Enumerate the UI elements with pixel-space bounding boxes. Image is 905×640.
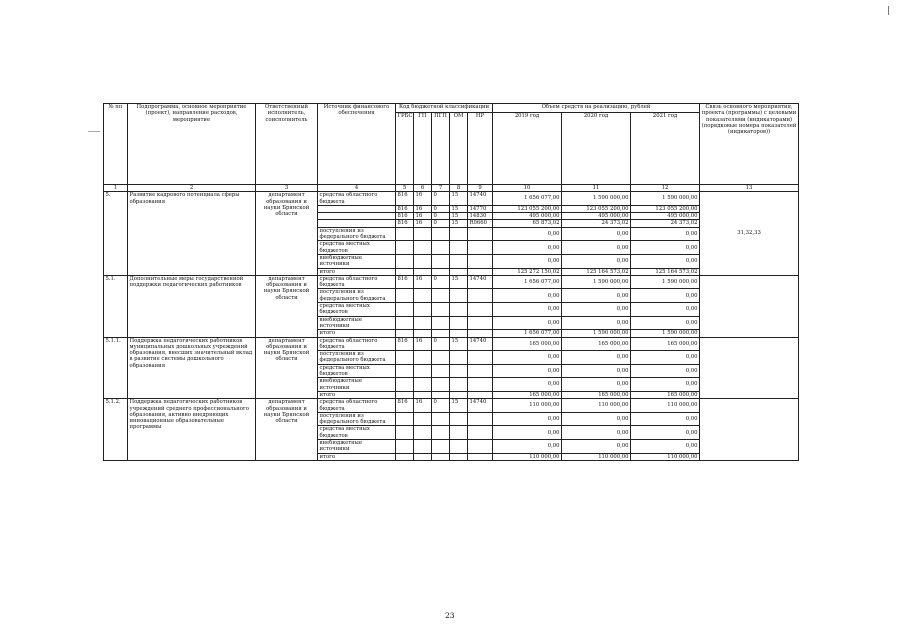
amount-year-2020: 0,00: [562, 289, 631, 303]
funding-source: итого: [318, 268, 396, 275]
budget-code: [468, 289, 493, 303]
budget-code: [432, 364, 450, 378]
budget-code: [450, 351, 468, 365]
column-number: 3: [256, 185, 318, 192]
budget-code: 15: [450, 213, 468, 220]
amount-year-2019: 0,00: [493, 412, 562, 426]
budget-code: [468, 351, 493, 365]
amount-year-2021: 0,00: [631, 378, 700, 392]
amount-year-2019: 123 055 200,00: [493, 205, 562, 212]
amount-year-2021: 0,00: [631, 254, 700, 268]
budget-code: [468, 453, 493, 460]
budget-code: [414, 439, 432, 453]
budget-code: [450, 227, 468, 241]
budget-code: 14740: [468, 192, 493, 206]
amount-year-2021: 0,00: [631, 303, 700, 317]
budget-code: [468, 330, 493, 337]
budget-code: [450, 453, 468, 460]
indicator-link: [700, 337, 799, 399]
budget-code: 16: [414, 275, 432, 289]
executor: департамент образования и науки Брянской области: [256, 337, 318, 399]
budget-code: 14830: [468, 213, 493, 220]
budget-code: 15: [450, 192, 468, 206]
budget-code: 14770: [468, 205, 493, 212]
amount-year-2020: 0,00: [562, 364, 631, 378]
amount-year-2020: 123 055 200,00: [562, 205, 631, 212]
budget-code: [396, 316, 414, 330]
header-link: Связь основного мероприятия, проекта (программы) с целевыми показателями (индикаторами) (порядковые номера показателей (индикаторов)): [700, 104, 799, 185]
page-number: 23: [445, 611, 455, 620]
budget-code: [432, 254, 450, 268]
amount-year-2021: 0,00: [631, 227, 700, 241]
budget-code: [432, 303, 450, 317]
table-body: [104, 192, 799, 461]
program-title: Поддержка педагогических работников учреждений среднего профессионального образования, активно внедряющих инновационные образовательные программы: [128, 399, 256, 461]
amount-year-2020: 1 590 000,00: [562, 330, 631, 337]
budget-code: 15: [450, 399, 468, 413]
budget-code: [450, 378, 468, 392]
amount-year-2021: 0,00: [631, 426, 700, 440]
amount-year-2021: 0,00: [631, 364, 700, 378]
funding-source: внебюджетные источники: [318, 378, 396, 392]
header-code-om: ОМ: [450, 113, 468, 185]
budget-code: [468, 254, 493, 268]
budget-code: [450, 391, 468, 398]
budget-code: [414, 391, 432, 398]
budget-code: 15: [450, 337, 468, 351]
budget-code: 15: [450, 275, 468, 289]
column-number: 7: [432, 185, 450, 192]
program-title: Поддержка педагогических работников муниципальных дошкольных учреждений образования, внесших значительный вклад в развитие системы дошкольного образования: [128, 337, 256, 399]
funding-source: внебюджетные источники: [318, 254, 396, 268]
row-number: 5.1.: [104, 275, 128, 337]
amount-year-2020: 24 373,02: [562, 220, 631, 227]
budget-code: [396, 351, 414, 365]
budget-code: 0: [432, 205, 450, 212]
budget-code: [432, 330, 450, 337]
budget-code: [468, 241, 493, 255]
budget-code: [432, 453, 450, 460]
program-title: Развитие кадрового потенциала сферы образования: [128, 192, 256, 276]
row-number: 5.: [104, 192, 128, 276]
budget-code: [468, 412, 493, 426]
funding-source: поступления из федерального бюджета: [318, 227, 396, 241]
column-number: 10: [493, 185, 562, 192]
amount-year-2020: 0,00: [562, 241, 631, 255]
amount-year-2021: 0,00: [631, 289, 700, 303]
budget-code: [432, 391, 450, 398]
column-number: 5: [396, 185, 414, 192]
header-source: Источник финансового обеспечения: [318, 104, 396, 185]
budget-table: [103, 103, 799, 461]
amount-year-2020: 0,00: [562, 378, 631, 392]
budget-code: [414, 378, 432, 392]
budget-code: [432, 378, 450, 392]
amount-year-2021: 0,00: [631, 439, 700, 453]
column-number: 6: [414, 185, 432, 192]
amount-year-2019: 0,00: [493, 426, 562, 440]
funding-source: средства областного бюджета: [318, 337, 396, 351]
amount-year-2019: 495 000,00: [493, 213, 562, 220]
header-code-group: Код бюджетной классификации: [396, 104, 493, 113]
budget-code: [450, 330, 468, 337]
budget-code: [396, 453, 414, 460]
budget-code: [450, 364, 468, 378]
column-number: 2: [128, 185, 256, 192]
amount-year-2020: 0,00: [562, 254, 631, 268]
budget-code: 16: [414, 337, 432, 351]
budget-code: 816: [396, 220, 414, 227]
budget-code: [396, 268, 414, 275]
amount-year-2021: 0,00: [631, 241, 700, 255]
amount-year-2019: 110 000,00: [493, 399, 562, 413]
amount-year-2021: 110 000,00: [631, 453, 700, 460]
budget-code: [414, 316, 432, 330]
amount-year-2019: 1 656 077,00: [493, 275, 562, 289]
budget-code: 16: [414, 399, 432, 413]
budget-code: [432, 439, 450, 453]
amount-year-2020: 0,00: [562, 316, 631, 330]
amount-year-2021: 1 590 000,00: [631, 192, 700, 206]
amount-year-2019: 1 656 077,00: [493, 330, 562, 337]
budget-code: [468, 439, 493, 453]
amount-year-2021: 165 000,00: [631, 391, 700, 398]
indicator-link: 31,32,33: [700, 192, 799, 276]
budget-code: 816: [396, 275, 414, 289]
amount-year-2021: 1 590 000,00: [631, 330, 700, 337]
budget-code: 0: [432, 399, 450, 413]
executor: департамент образования и науки Брянской области: [256, 275, 318, 337]
budget-code: 14740: [468, 399, 493, 413]
budget-code: 16: [414, 213, 432, 220]
budget-code: [396, 289, 414, 303]
budget-code: [414, 303, 432, 317]
column-number: 4: [318, 185, 396, 192]
budget-code: [450, 412, 468, 426]
budget-code: [396, 241, 414, 255]
amount-year-2019: 0,00: [493, 254, 562, 268]
amount-year-2020: 1 590 000,00: [562, 275, 631, 289]
amount-year-2019: 0,00: [493, 378, 562, 392]
executor: департамент образования и науки Брянской области: [256, 192, 318, 276]
budget-code: [414, 453, 432, 460]
budget-code: R0660: [468, 220, 493, 227]
header-num: № пп: [104, 104, 128, 185]
budget-code: [396, 364, 414, 378]
budget-code: [468, 378, 493, 392]
amount-year-2019: 0,00: [493, 227, 562, 241]
header-code-grbs: ГРБС: [396, 113, 414, 185]
budget-code: [450, 254, 468, 268]
budget-code: [468, 364, 493, 378]
budget-code: [396, 227, 414, 241]
scan-artifact-line: [88, 131, 100, 132]
funding-source: средства местных бюджетов: [318, 303, 396, 317]
budget-code: 14740: [468, 337, 493, 351]
budget-code: [432, 412, 450, 426]
funding-source: итого: [318, 330, 396, 337]
amount-year-2021: 24 373,02: [631, 220, 700, 227]
budget-code: [432, 426, 450, 440]
amount-year-2020: 0,00: [562, 351, 631, 365]
budget-code: [432, 351, 450, 365]
amount-year-2019: 0,00: [493, 351, 562, 365]
budget-code: [432, 241, 450, 255]
header-year-2021: 2021 год: [631, 113, 700, 185]
budget-code: 816: [396, 337, 414, 351]
table-row: [104, 192, 799, 206]
funding-source: итого: [318, 453, 396, 460]
funding-source: итого: [318, 391, 396, 398]
header-year-2019: 2019 год: [493, 113, 562, 185]
amount-year-2019: 165 000,00: [493, 391, 562, 398]
header-executor: Ответственный исполнитель, соисполнитель: [256, 104, 318, 185]
amount-year-2019: 0,00: [493, 241, 562, 255]
amount-year-2021: 1 590 000,00: [631, 275, 700, 289]
row-number: 5.1.2.: [104, 399, 128, 461]
funding-source: [318, 213, 396, 220]
column-number: 13: [700, 185, 799, 192]
table-row: [104, 399, 799, 413]
amount-year-2020: 110 000,00: [562, 453, 631, 460]
amount-year-2021: 165 000,00: [631, 337, 700, 351]
budget-code: [450, 316, 468, 330]
amount-year-2019: 0,00: [493, 303, 562, 317]
budget-code: 816: [396, 192, 414, 206]
budget-code: [468, 303, 493, 317]
budget-code: 0: [432, 337, 450, 351]
budget-code: [432, 227, 450, 241]
funding-source: [318, 220, 396, 227]
amount-year-2021: 125 164 573,02: [631, 268, 700, 275]
budget-code: [396, 330, 414, 337]
budget-code: [468, 316, 493, 330]
amount-year-2020: 165 000,00: [562, 337, 631, 351]
budget-code: [414, 330, 432, 337]
column-number: 9: [468, 185, 493, 192]
amount-year-2020: 125 164 573,02: [562, 268, 631, 275]
budget-code: [432, 268, 450, 275]
budget-code: [414, 289, 432, 303]
budget-code: [432, 289, 450, 303]
header-program: Подпрограмма, основное мероприятие (проект), направление расходов, мероприятие: [128, 104, 256, 185]
funding-source: средства областного бюджета: [318, 275, 396, 289]
budget-code: [396, 391, 414, 398]
amount-year-2021: 123 055 200,00: [631, 205, 700, 212]
amount-year-2021: 495 000,00: [631, 213, 700, 220]
funding-source: средства областного бюджета: [318, 399, 396, 413]
amount-year-2020: 1 590 000,00: [562, 192, 631, 206]
header-volume-group: Объем средств на реализацию, рублей: [493, 104, 700, 113]
budget-code: 816: [396, 399, 414, 413]
budget-code: [414, 364, 432, 378]
amount-year-2020: 0,00: [562, 303, 631, 317]
funding-source: внебюджетные источники: [318, 316, 396, 330]
amount-year-2019: 110 000,00: [493, 453, 562, 460]
budget-code: 16: [414, 205, 432, 212]
budget-code: 14740: [468, 275, 493, 289]
budget-code: [468, 227, 493, 241]
budget-code: [414, 268, 432, 275]
page-edge-mark: [888, 6, 889, 15]
budget-code: [414, 412, 432, 426]
budget-code: 0: [432, 275, 450, 289]
budget-code: [414, 227, 432, 241]
budget-code: 0: [432, 220, 450, 227]
budget-code: 16: [414, 220, 432, 227]
amount-year-2019: 0,00: [493, 439, 562, 453]
budget-code: [432, 316, 450, 330]
column-number: 11: [562, 185, 631, 192]
header-year-2020: 2020 год: [562, 113, 631, 185]
amount-year-2020: 0,00: [562, 227, 631, 241]
amount-year-2020: 0,00: [562, 426, 631, 440]
amount-year-2019: 165 000,00: [493, 337, 562, 351]
amount-year-2020: 110 000,00: [562, 399, 631, 413]
amount-year-2019: 1 656 077,00: [493, 192, 562, 206]
budget-code: [450, 241, 468, 255]
funding-source: поступления из федерального бюджета: [318, 412, 396, 426]
budget-code: 16: [414, 192, 432, 206]
budget-code: [468, 268, 493, 275]
budget-code: [414, 426, 432, 440]
funding-source: [318, 205, 396, 212]
funding-source: поступления из федерального бюджета: [318, 351, 396, 365]
amount-year-2019: 0,00: [493, 316, 562, 330]
budget-code: 15: [450, 205, 468, 212]
program-title: Дополнительные меры государственной поддержки педагогических работников: [128, 275, 256, 337]
budget-code: 816: [396, 213, 414, 220]
budget-code: [414, 254, 432, 268]
table-row: [104, 275, 799, 289]
amount-year-2020: 0,00: [562, 412, 631, 426]
row-number: 5.1.1.: [104, 337, 128, 399]
budget-code: [414, 351, 432, 365]
budget-code: [450, 426, 468, 440]
budget-code: [468, 391, 493, 398]
funding-source: средства местных бюджетов: [318, 426, 396, 440]
header-code-nr: НР: [468, 113, 493, 185]
budget-code: 0: [432, 192, 450, 206]
budget-code: [414, 241, 432, 255]
budget-code: [450, 268, 468, 275]
column-number: 8: [450, 185, 468, 192]
funding-source: средства местных бюджетов: [318, 364, 396, 378]
amount-year-2021: 0,00: [631, 351, 700, 365]
column-number-row: [104, 185, 799, 192]
amount-year-2019: 65 873,02: [493, 220, 562, 227]
budget-code: [396, 303, 414, 317]
budget-code: [396, 254, 414, 268]
amount-year-2019: 0,00: [493, 289, 562, 303]
indicator-link: [700, 275, 799, 337]
table-header: [104, 104, 799, 192]
budget-code: [450, 439, 468, 453]
budget-code: [468, 426, 493, 440]
indicator-link: [700, 399, 799, 461]
amount-year-2019: 125 272 150,02: [493, 268, 562, 275]
amount-year-2019: 0,00: [493, 364, 562, 378]
budget-code: [450, 289, 468, 303]
budget-code: [396, 426, 414, 440]
funding-source: поступления из федерального бюджета: [318, 289, 396, 303]
header-code-gp: ГП: [414, 113, 432, 185]
budget-code: 15: [450, 220, 468, 227]
header-code-pgp: ПГП: [432, 113, 450, 185]
amount-year-2021: 0,00: [631, 412, 700, 426]
budget-code: [396, 412, 414, 426]
budget-code: [450, 303, 468, 317]
table-row: [104, 337, 799, 351]
amount-year-2020: 0,00: [562, 439, 631, 453]
budget-code: 816: [396, 205, 414, 212]
amount-year-2021: 0,00: [631, 316, 700, 330]
amount-year-2021: 110 000,00: [631, 399, 700, 413]
funding-source: средства местных бюджетов: [318, 241, 396, 255]
budget-code: [396, 378, 414, 392]
column-number: 12: [631, 185, 700, 192]
amount-year-2020: 495 000,00: [562, 213, 631, 220]
funding-source: средства областного бюджета: [318, 192, 396, 206]
budget-code: [396, 439, 414, 453]
budget-code: 0: [432, 213, 450, 220]
column-number: 1: [104, 185, 128, 192]
executor: департамент образования и науки Брянской области: [256, 399, 318, 461]
amount-year-2020: 165 000,00: [562, 391, 631, 398]
funding-source: внебюджетные источники: [318, 439, 396, 453]
